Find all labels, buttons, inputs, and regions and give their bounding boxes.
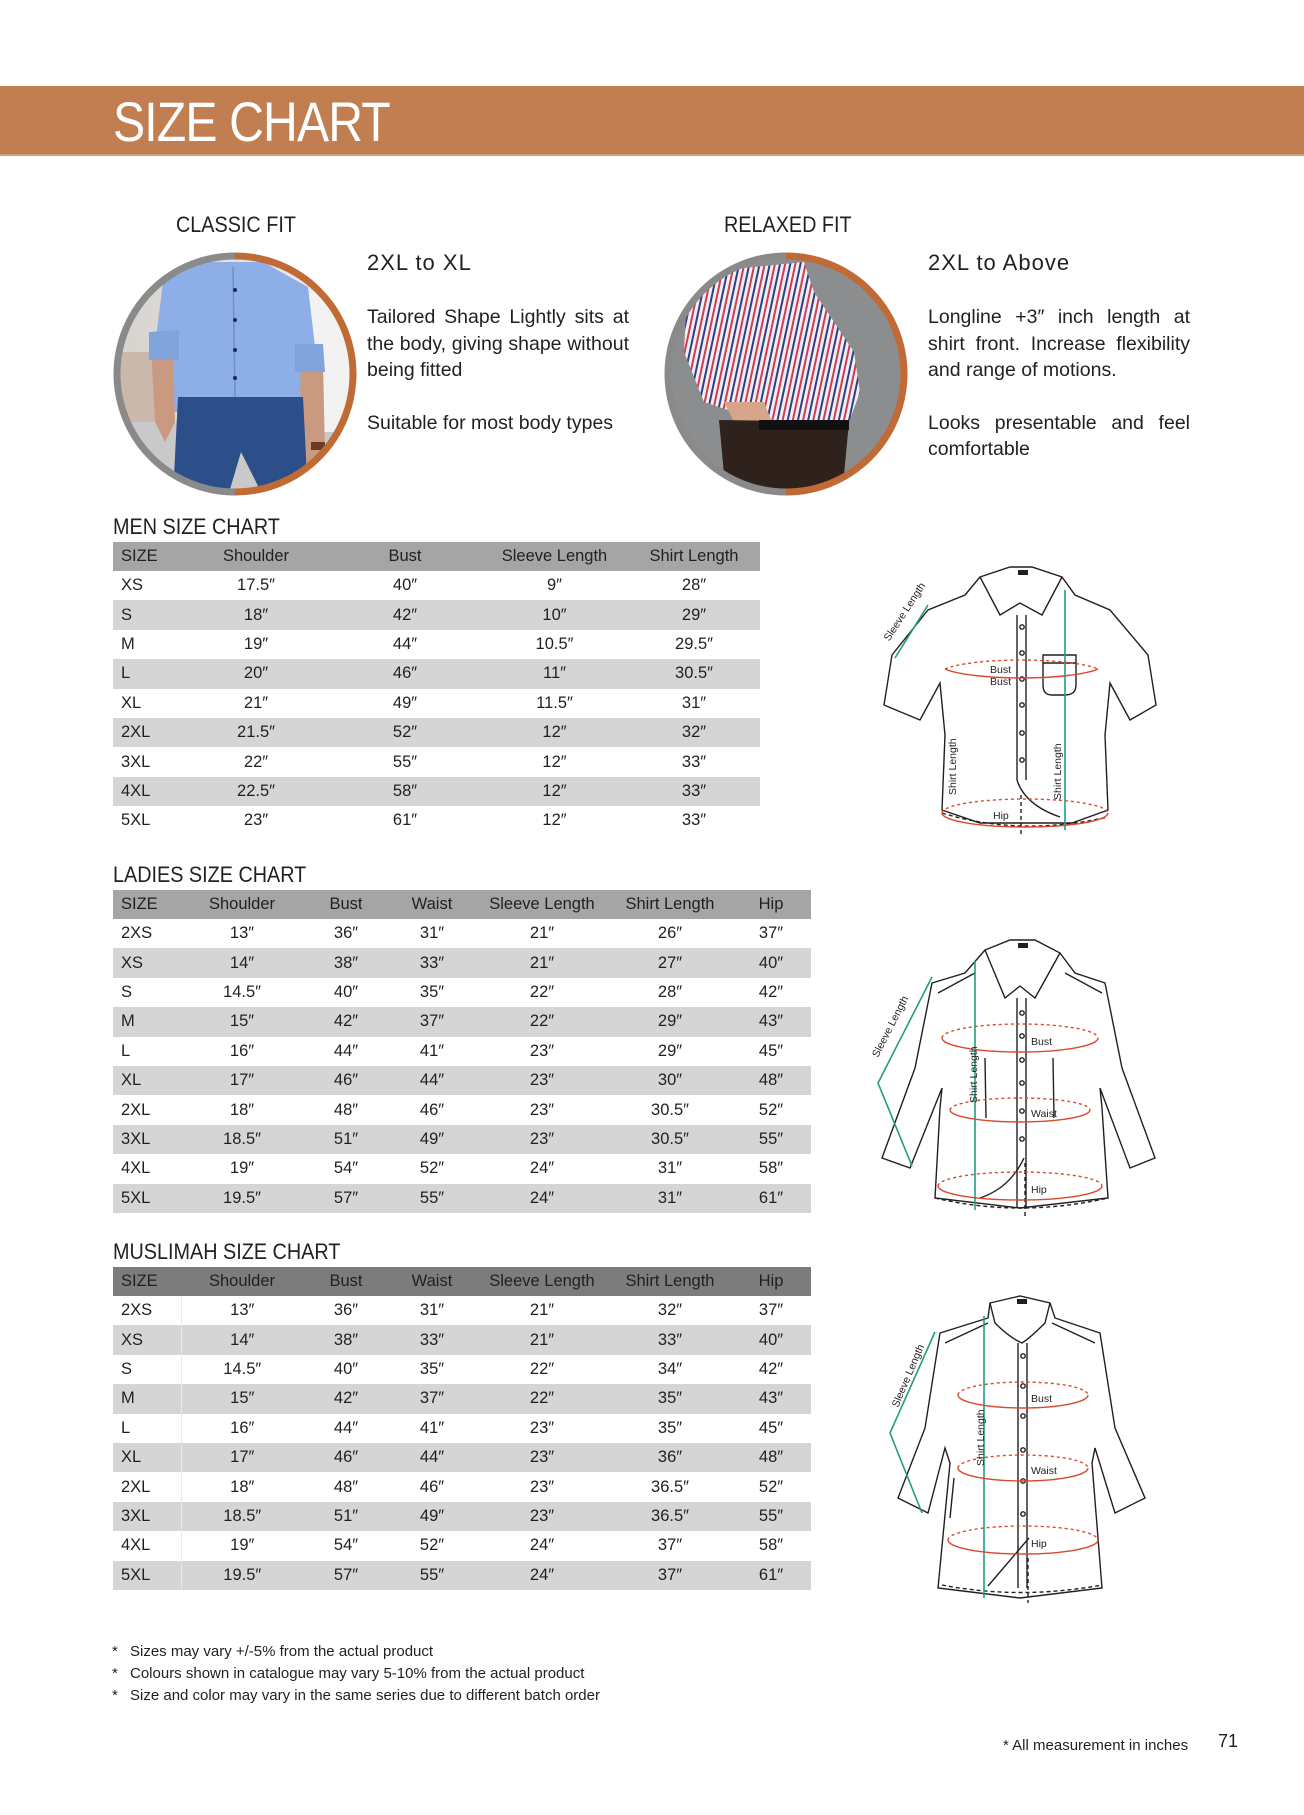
measurement-cell: 48″	[333, 1477, 359, 1496]
measurement-cell: 18.5″	[181, 1125, 303, 1154]
measurement-cell: 42″	[758, 1359, 784, 1378]
measurement-cell: 35″	[419, 1359, 445, 1378]
measurement-cell: 17″	[181, 1066, 303, 1095]
measurement-cell: 28″	[657, 982, 683, 1001]
column-header: SIZE	[113, 890, 181, 919]
table-row	[113, 747, 760, 776]
measurement-cell: 46″	[419, 1100, 445, 1119]
size-cell: M	[113, 1007, 181, 1036]
ladies-shirt-diagram	[860, 928, 1170, 1233]
note-marker: *	[112, 1687, 118, 1704]
measurement-cell: 30″	[609, 1066, 731, 1095]
measurement-cell: 10″	[481, 600, 628, 629]
column-header: Shirt Length	[628, 542, 760, 571]
measurement-cell: 24″	[529, 1536, 555, 1555]
measurement-cell: 19″	[229, 1159, 255, 1178]
measurement-cell: 48″	[731, 1066, 811, 1095]
column-header: Bust	[303, 1267, 389, 1296]
size-cell: S	[121, 982, 133, 1001]
measurement-cell: 40″	[731, 948, 811, 977]
table-row	[113, 978, 811, 1007]
men-hip-label: Hip	[993, 810, 1009, 822]
measurement-cell: 45″	[758, 1418, 784, 1437]
measurement-cell: 16″	[230, 1418, 255, 1437]
size-cell: 2XL	[113, 718, 183, 747]
measurement-cell: 38″	[303, 948, 389, 977]
measurement-cell: 58″	[758, 1159, 784, 1178]
measurement-cell: 29.5″	[675, 634, 713, 653]
measurement-cell: 37″	[389, 1384, 475, 1413]
size-cell: S	[113, 1355, 181, 1384]
measurement-cell: 41″	[419, 1418, 445, 1437]
measurement-cell: 16″	[229, 1041, 255, 1060]
measurement-cell: 19″	[243, 634, 269, 653]
column-header: Hip	[731, 890, 811, 919]
relaxed-fit-desc-2: Looks presentable and feel comfortable	[928, 411, 1190, 460]
classic-fit-desc-2: Suitable for most body types	[367, 411, 614, 434]
measurement-cell: 36″	[333, 1301, 359, 1320]
column-header: Bust	[303, 890, 389, 919]
size-cell: XL	[113, 1443, 181, 1472]
measurement-cell: 55″	[731, 1125, 811, 1154]
measurement-cell: 12″	[481, 718, 628, 747]
ladies-hip-label: Hip	[1031, 1184, 1047, 1196]
measurement-cell: 23″	[475, 1125, 609, 1154]
column-header: Shirt Length	[609, 1267, 731, 1296]
column-header: Shirt Length	[609, 890, 731, 919]
measurement-cell: 52″	[419, 1159, 445, 1178]
measurement-cell: 35″	[609, 1384, 731, 1413]
measurement-cell: 46″	[303, 1443, 389, 1472]
measurement-cell: 18″	[230, 1477, 255, 1496]
size-cell: XS	[113, 948, 181, 977]
size-cell: L	[113, 659, 183, 688]
measurement-cell: 22″	[529, 1359, 555, 1378]
measurement-cell: 42″	[758, 982, 784, 1001]
measurement-cell: 30.5″	[609, 1125, 731, 1154]
muslimah-hip-label: Hip	[1031, 1538, 1047, 1550]
measurement-cell: 26″	[657, 924, 683, 943]
measurement-cell: 18″	[183, 600, 329, 629]
men-shirt-length-right-label: Shirt Length	[1052, 743, 1064, 800]
size-cell: XL	[113, 1066, 181, 1095]
size-cell: 4XL	[113, 1531, 181, 1560]
measurement-cell: 11″	[481, 659, 628, 688]
measurement-cell: 22.5″	[183, 777, 329, 806]
size-cell: M	[121, 634, 135, 653]
table-row	[113, 1007, 811, 1036]
measurement-cell: 23″	[475, 1066, 609, 1095]
ladies-shirt-length-label: Shirt Length	[968, 1046, 980, 1103]
measurement-cell: 35″	[419, 982, 445, 1001]
table-row	[113, 1184, 811, 1213]
measurement-cell: 12″	[481, 777, 628, 806]
measurement-cell: 52″	[758, 1477, 784, 1496]
measurement-cell: 14″	[181, 1325, 303, 1354]
measurement-cell: 19.5″	[181, 1561, 303, 1590]
measurement-cell: 52″	[329, 718, 481, 747]
measurement-cell: 28″	[681, 576, 707, 595]
measurement-cell: 37″	[657, 1536, 683, 1555]
table-row	[113, 1125, 811, 1154]
measurement-cell: 21.5″	[183, 718, 329, 747]
table-row	[113, 1414, 811, 1443]
size-cell: 5XL	[113, 1184, 181, 1213]
muslimah-size-table	[113, 1267, 812, 1590]
measurement-cell: 49″	[392, 693, 418, 712]
ladies-sleeve-length-label: Sleeve Length	[869, 994, 912, 1060]
relaxed-fit-description	[928, 304, 1190, 489]
table-row	[113, 919, 811, 948]
table-header-row	[113, 890, 811, 919]
measurement-cell: 48″	[333, 1100, 359, 1119]
relaxed-fit-range: 2XL to Above	[928, 250, 1071, 275]
measurement-cell: 24″	[529, 1159, 555, 1178]
column-header: Shoulder	[181, 1267, 303, 1296]
measurement-cell: 51″	[303, 1502, 389, 1531]
measurement-cell: 42″	[303, 1007, 389, 1036]
size-cell: XS	[113, 1325, 181, 1354]
size-cell: M	[113, 1384, 181, 1413]
relaxed-fit-desc-1: Longline +3″ inch length at shirt front. Increase flexibility and range of motions.	[928, 306, 1190, 381]
measurement-cell: 61″	[731, 1561, 811, 1590]
table-row	[113, 1154, 811, 1183]
table-row	[113, 777, 760, 806]
measurement-cell: 13″	[230, 1301, 255, 1320]
measurement-cell: 42″	[329, 600, 481, 629]
measurement-cell: 29″	[628, 600, 760, 629]
table-row	[113, 1472, 811, 1501]
size-cell: 5XL	[121, 811, 151, 830]
table-row	[113, 689, 760, 718]
table-row	[113, 571, 760, 600]
measurement-cell: 37″	[389, 1007, 475, 1036]
table-row	[113, 630, 760, 659]
size-cell: L	[113, 1414, 181, 1443]
measurement-cell: 46″	[419, 1477, 445, 1496]
column-header: Sleeve Length	[475, 890, 609, 919]
measurement-cell: 31″	[419, 1301, 445, 1320]
table-row	[113, 1037, 811, 1066]
measurement-cell: 61″	[731, 1184, 811, 1213]
muslimah-size-chart-title: MUSLIMAH SIZE CHART	[113, 1239, 341, 1264]
table-row	[113, 1325, 811, 1354]
table-row	[113, 1355, 811, 1384]
measurement-cell: 18.5″	[181, 1502, 303, 1531]
note-item	[112, 1685, 600, 1707]
measurement-cell: 24″	[475, 1184, 609, 1213]
measurement-cell: 22″	[475, 1384, 609, 1413]
measurement-cell: 61″	[392, 811, 418, 830]
measurement-cell: 36.5″	[651, 1477, 689, 1496]
muslimah-shirt-length-label: Shirt Length	[975, 1409, 987, 1466]
muslimah-shirt-diagram	[870, 1288, 1160, 1613]
measurement-cell: 24″	[475, 1561, 609, 1590]
measurement-cell: 17″	[181, 1443, 303, 1472]
size-cell: 3XL	[113, 1125, 181, 1154]
classic-fit-description	[367, 304, 629, 462]
size-cell: 3XL	[121, 752, 151, 771]
header-banner	[0, 86, 1304, 156]
measurement-cell: 23″	[529, 1041, 555, 1060]
classic-fit-range: 2XL to XL	[367, 250, 472, 275]
measurement-cell: 51″	[303, 1125, 389, 1154]
measurement-cell: 40″	[333, 982, 359, 1001]
muslimah-waist-label: Waist	[1031, 1465, 1057, 1477]
column-header: SIZE	[113, 542, 183, 571]
measurement-cell: 44″	[389, 1066, 475, 1095]
measurement-cell: 54″	[333, 1159, 359, 1178]
measurement-cell: 44″	[392, 634, 418, 653]
measurement-cell: 14.5″	[223, 1359, 262, 1378]
men-sleeve-length-label: Sleeve Length	[881, 580, 929, 644]
measurement-cell: 32″	[657, 1301, 683, 1320]
note-marker: *	[112, 1643, 118, 1660]
size-cell: 2XL	[121, 1100, 151, 1119]
table-row	[113, 1561, 811, 1590]
measurement-cell: 36″	[609, 1443, 731, 1472]
measurement-cell: 23″	[529, 1477, 555, 1496]
size-cell: L	[121, 1041, 131, 1060]
note-text: Sizes may vary +/-5% from the actual product	[130, 1643, 434, 1660]
measurement-cell: 23″	[475, 1443, 609, 1472]
measurement-cell: 15″	[181, 1007, 303, 1036]
measurement-cell: 23″	[475, 1502, 609, 1531]
measurement-cell: 20″	[183, 659, 329, 688]
column-header: Waist	[389, 1267, 475, 1296]
men-shirt-diagram	[860, 555, 1170, 845]
size-cell: XL	[121, 693, 142, 712]
column-header: Sleeve Length	[475, 1267, 609, 1296]
measurement-cell: 21″	[243, 693, 269, 712]
size-cell: 2XS	[121, 924, 153, 943]
size-cell: 5XL	[113, 1561, 181, 1590]
measurement-cell: 57″	[303, 1184, 389, 1213]
measurement-cell: 12″	[542, 752, 567, 771]
measurement-cell: 13″	[229, 924, 255, 943]
note-marker: *	[112, 1665, 118, 1682]
men-size-table	[113, 542, 760, 836]
page-title: SIZE CHART	[113, 90, 390, 153]
measurement-cell: 31″	[419, 924, 445, 943]
measurement-cell: 31″	[657, 1159, 683, 1178]
measurement-cell: 36″	[333, 924, 359, 943]
men-bust-label: Bust	[990, 664, 1012, 676]
measurement-cell: 14.5″	[223, 982, 261, 1001]
column-header: Shoulder	[181, 890, 303, 919]
page-number: 71	[1218, 1731, 1239, 1751]
measurement-cell: 52″	[419, 1536, 445, 1555]
table-row	[113, 1384, 811, 1413]
measurement-cell: 31″	[609, 1184, 731, 1213]
size-cell: XS	[121, 576, 144, 595]
ladies-waist-label: Waist	[1031, 1108, 1057, 1120]
column-header: Hip	[731, 1267, 811, 1296]
measurement-cell: 34″	[657, 1359, 683, 1378]
note-item	[112, 1641, 600, 1663]
measurement-note: * All measurement in inches	[1003, 1737, 1189, 1754]
measurement-cell: 33″	[609, 1325, 731, 1354]
size-cell: 4XL	[121, 1159, 151, 1178]
measurement-cell: 21″	[475, 1325, 609, 1354]
measurement-cell: 38″	[303, 1325, 389, 1354]
size-cell: 2XS	[113, 1296, 181, 1325]
measurement-cell: 33″	[628, 777, 760, 806]
measurement-cell: 11.5″	[536, 693, 573, 712]
measurement-cell: 37″	[758, 924, 784, 943]
table-row	[113, 806, 760, 835]
measurement-cell: 29″	[657, 1041, 683, 1060]
measurement-cell: 43″	[731, 1384, 811, 1413]
ladies-size-chart-title: LADIES SIZE CHART	[113, 862, 307, 887]
measurement-cell: 15″	[181, 1384, 303, 1413]
measurement-cell: 22″	[475, 1007, 609, 1036]
measurement-cell: 21″	[529, 1301, 555, 1320]
measurement-cell: 37″	[758, 1301, 784, 1320]
note-item	[112, 1663, 600, 1685]
measurement-cell: 19″	[230, 1536, 255, 1555]
note-text: Colours shown in catalogue may vary 5-10% from the actual product	[130, 1665, 585, 1682]
measurement-cell: 46″	[329, 659, 481, 688]
measurement-cell: 33″	[389, 1325, 475, 1354]
measurement-cell: 40″	[333, 1359, 359, 1378]
muslimah-bust-label: Bust	[1031, 1393, 1053, 1405]
classic-fit-title: CLASSIC FIT	[176, 212, 296, 237]
measurement-cell: 40″	[731, 1325, 811, 1354]
measurement-cell: 49″	[389, 1502, 475, 1531]
measurement-cell: 29″	[609, 1007, 731, 1036]
measurement-cell: 10.5″	[535, 634, 574, 653]
measurement-cell: 44″	[333, 1418, 359, 1437]
note-text: Size and color may vary in the same series due to different batch order	[130, 1687, 600, 1704]
classic-fit-photo	[113, 252, 357, 496]
size-cell: 4XL	[113, 777, 183, 806]
measurement-cell: 17.5″	[237, 576, 275, 595]
measurement-cell: 55″	[389, 1184, 475, 1213]
column-header: SIZE	[113, 1267, 181, 1296]
measurement-cell: 27″	[609, 948, 731, 977]
measurement-cell: 30.5″	[628, 659, 760, 688]
measurement-cell: 55″	[389, 1561, 475, 1590]
table-header-row	[113, 1267, 811, 1296]
measurement-cell: 33″	[389, 948, 475, 977]
measurement-cell: 55″	[392, 752, 418, 771]
measurement-cell: 30.5″	[651, 1100, 689, 1119]
table-row	[113, 1095, 811, 1124]
measurement-cell: 37″	[609, 1561, 731, 1590]
measurement-cell: 58″	[329, 777, 481, 806]
disclaimer-notes	[112, 1641, 600, 1707]
measurement-cell: 33″	[681, 752, 707, 771]
measurement-cell: 55″	[731, 1502, 811, 1531]
measurement-cell: 33″	[681, 811, 707, 830]
measurement-cell: 43″	[731, 1007, 811, 1036]
column-header: Waist	[389, 890, 475, 919]
men-shirt-length-left-label: Shirt Length	[947, 738, 959, 795]
column-header: Shoulder	[183, 542, 329, 571]
table-row	[113, 600, 760, 629]
size-cell: S	[113, 600, 183, 629]
measurement-cell: 14″	[181, 948, 303, 977]
table-row	[113, 1296, 811, 1325]
measurement-cell: 48″	[731, 1443, 811, 1472]
table-header-row	[113, 542, 760, 571]
measurement-cell: 40″	[392, 576, 418, 595]
table-row	[113, 659, 760, 688]
ladies-size-table	[113, 890, 811, 1213]
measurement-cell: 19.5″	[181, 1184, 303, 1213]
men-bust-label-2: Bust	[990, 676, 1012, 688]
measurement-cell: 23″	[529, 1418, 555, 1437]
measurement-cell: 35″	[657, 1418, 683, 1437]
measurement-cell: 22″	[529, 982, 555, 1001]
measurement-cell: 9″	[546, 576, 563, 595]
table-row	[113, 1066, 811, 1095]
measurement-cell: 45″	[758, 1041, 784, 1060]
muslimah-sleeve-length-label: Sleeve Length	[889, 1342, 927, 1410]
table-row	[113, 948, 811, 977]
classic-fit-desc-1: Tailored Shape Lightly sits at the body, giving shape without being fitted	[367, 306, 629, 381]
measurement-cell: 44″	[389, 1443, 475, 1472]
measurement-cell: 49″	[389, 1125, 475, 1154]
measurement-cell: 42″	[303, 1384, 389, 1413]
measurement-cell: 23″	[529, 1100, 555, 1119]
measurement-cell: 57″	[303, 1561, 389, 1590]
table-row	[113, 718, 760, 747]
measurement-cell: 32″	[628, 718, 760, 747]
measurement-cell: 58″	[758, 1536, 784, 1555]
measurement-cell: 23″	[243, 811, 269, 830]
men-size-chart-title: MEN SIZE CHART	[113, 514, 280, 539]
measurement-cell: 22″	[243, 752, 269, 771]
table-row	[113, 1502, 811, 1531]
measurement-cell: 12″	[542, 811, 567, 830]
measurement-cell: 21″	[475, 948, 609, 977]
column-header: Sleeve Length	[481, 542, 628, 571]
size-cell: 2XL	[113, 1472, 181, 1501]
measurement-cell: 36.5″	[609, 1502, 731, 1531]
measurement-cell: 54″	[333, 1536, 359, 1555]
measurement-cell: 46″	[303, 1066, 389, 1095]
relaxed-fit-title: RELAXED FIT	[724, 212, 852, 237]
table-row	[113, 1443, 811, 1472]
table-row	[113, 1531, 811, 1560]
measurement-cell: 21″	[529, 924, 555, 943]
measurement-cell: 18″	[229, 1100, 255, 1119]
size-cell: 3XL	[113, 1502, 181, 1531]
column-header: Bust	[329, 542, 481, 571]
measurement-cell: 44″	[333, 1041, 359, 1060]
measurement-cell: 52″	[758, 1100, 784, 1119]
ladies-bust-label: Bust	[1031, 1036, 1053, 1048]
measurement-cell: 31″	[681, 693, 707, 712]
measurement-cell: 41″	[419, 1041, 445, 1060]
relaxed-fit-photo	[664, 252, 908, 496]
